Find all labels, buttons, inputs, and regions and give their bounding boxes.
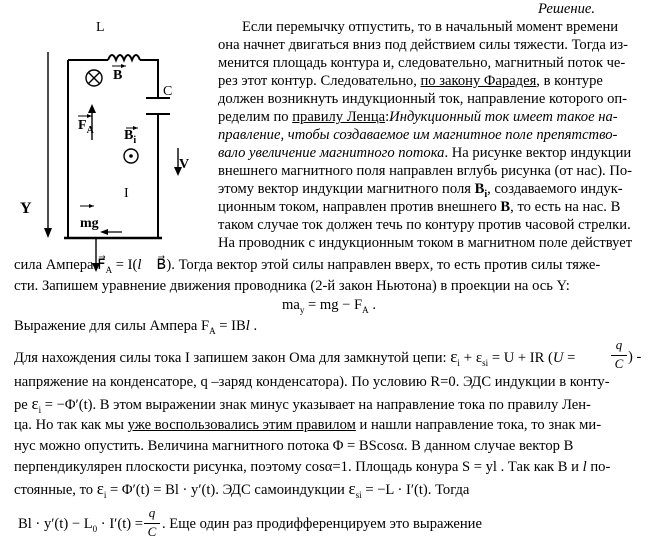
label-L: L <box>96 20 105 35</box>
text-line: внешнего магнитного поля направлен вглубь рисунка (от нас). По- <box>218 163 633 179</box>
text-line: На проводник с индукционным током в магнитном поле действует <box>218 235 633 251</box>
self-induction-line: стоянные, то $\varepsilon_i = \Phi'(t) = Bl \cdot y'(t)$. ЭДС самоиндукции $\varepsilon_{si} = -L \cdot I'(t)$. Тогда <box>14 479 470 500</box>
text-line: она начнет двигаться вниз под действием силы тяжести. Тогда из- <box>218 37 628 53</box>
label-Bi: $B_i$ <box>124 128 137 146</box>
newton-law-line: сти. Запишем уравнение движения проводника (2-й закон Ньютона) в проекции на ось Y: <box>14 278 570 294</box>
equation-of-motion: $ma_y$ = mg − $F_A$ . <box>282 297 376 315</box>
label-I: I <box>124 186 129 201</box>
top-wire-right <box>140 60 158 98</box>
label-V: V <box>179 157 190 172</box>
text-line: ределим по правилу Ленца:Индукционный ток имеет такое на- <box>218 109 618 125</box>
flux-line: нус можно опустить. Величина магнитного потока Φ = BScosα. В данном случае вектор B <box>14 438 574 454</box>
ohm-close: ) - <box>628 349 642 365</box>
ohm-law-line: Для нахождения силы тока I запишем закон Ома для замкнутой цепи: $\varepsilon_i + \varepsilon_{si} = U$ + IR (U = <box>14 347 576 368</box>
fraction-q: q <box>615 337 623 352</box>
area-line: перпендикулярен плоскости рисунка, поэтому cosα=1. Площадь конура S = yl . Так как B и l по- <box>14 459 611 475</box>
text-line: таком случае ток должен течь по контуру против часовой стрелки. <box>218 217 631 233</box>
ampere-line: сила Ампера $F⃗_A$ = I(l⃗ B⃗). Тогда вектор этой силы направлен вверх, то есть против силы тяже- <box>14 257 601 275</box>
solution-title: Решение. <box>538 1 596 17</box>
text-line: должен возникнуть индукционный ток, направление которого оп- <box>218 91 628 107</box>
fraction-C: C <box>614 356 624 371</box>
text-line: напряжение на конденсаторе, q –заряд конденсатора). По условию R=0. ЭДС индукции в конту- <box>14 374 610 390</box>
label-C: C <box>163 84 173 99</box>
final-fraction-q: q <box>148 505 156 520</box>
label-mg: mg <box>80 216 99 231</box>
label-Y: Y <box>20 200 32 217</box>
text-line: вало увеличение магнитного потока. На рисунке вектор индукции <box>218 145 632 161</box>
final-equation: $Bl \cdot y'(t) - L_0 \cdot I'(t)$ = <box>18 516 144 534</box>
ampere-expression-line: Выражение для силы Ампера $F_A$ = IBl . <box>14 318 258 336</box>
text-line: рез этот контур. Следовательно, по закону Фарадея, в контуре <box>218 73 603 89</box>
text-line: ционным током, направлен против внешнего B, то есть на нас. В <box>218 199 621 215</box>
text-line: правление, чтобы создаваемое им магнитное поле препятство- <box>218 127 618 143</box>
label-FA: $F_A$ <box>78 118 94 136</box>
text-line: менится площадь контура и, следовательно, магнитный поток че- <box>218 55 626 71</box>
emf-line: ре $\varepsilon_i = -\Phi'(t)$. В этом выражении знак минус указывает на направление тока по правилу Лен- <box>14 394 591 415</box>
inductor-coil <box>108 55 140 60</box>
label-B: B <box>113 68 123 83</box>
final-fraction-C: C <box>147 524 157 539</box>
text-line: ца. Но так как мы уже воспользовались этим правилом и нашли направление тока, то знак ми- <box>14 417 602 433</box>
text-line: Если перемычку отпустить, то в начальный момент времени <box>242 19 619 35</box>
final-text: . Еще один раз продифференцируем это выражение <box>162 516 482 532</box>
text-line: этому вектор индукции магнитного поля $B_i$, создаваемого индук- <box>218 181 623 200</box>
